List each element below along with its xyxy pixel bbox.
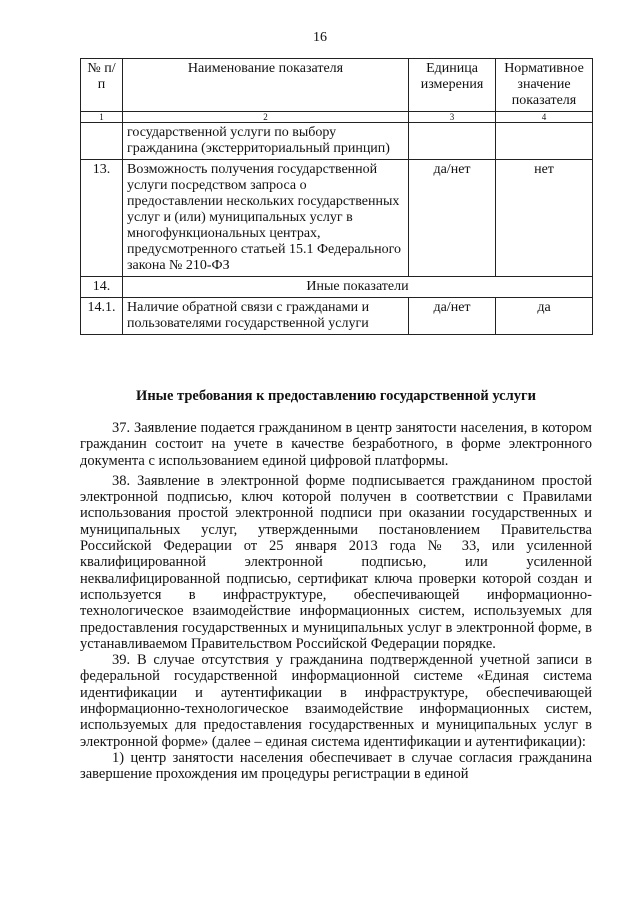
row-num <box>81 123 123 160</box>
column-number: 3 <box>409 112 496 123</box>
header-num: № п/п <box>81 59 123 112</box>
indicators-table <box>80 58 593 335</box>
row-norm: нет <box>496 160 593 277</box>
table-header-row <box>81 59 593 112</box>
table-row <box>81 298 593 335</box>
row-name: государственной услуги по выбору гражданина (экстерриториальный принцип) <box>123 123 409 160</box>
header-norm: Нормативное значение показателя <box>496 59 593 112</box>
header-unit: Единица измерения <box>409 59 496 112</box>
row-num: 14. <box>81 277 123 298</box>
row-unit: да/нет <box>409 298 496 335</box>
table-row <box>81 160 593 277</box>
column-number: 1 <box>81 112 123 123</box>
column-numbers-row <box>81 112 593 123</box>
paragraph-39-item-1: 1) центр занятости населения обеспечивает в случае согласия гражданина завершение прохождения им процедуры регистрации в единой <box>80 749 592 783</box>
table-section-row <box>81 277 593 298</box>
row-unit <box>409 123 496 160</box>
table-row <box>81 123 593 160</box>
page-number: 16 <box>313 30 327 45</box>
row-name: Возможность получения государственной услуги посредством запроса о предоставлении нескольких государственных услуг и (или) муниципальных услуг в многофункциональных центрах, предусмотренного статьей 15.1 Федерального закона № 210-ФЗ <box>123 160 409 277</box>
body-text <box>80 420 592 783</box>
paragraph-38: 38. Заявление в электронной форме подписывается гражданином простой электронной подписью, ключ которой получен в соответствии с Правилами использования простой электронной подписи при оказании государственных и муниципальных услуг, утвержденными постановлением Правительства Российской Федерации от 25 января 2013 года № 33, или усиленной квалифицированной электронной подписью, или усиленной неквалифицированной подписью, сертификат ключа проверки которой создан и используется в инфраструктуре, обеспечивающей информационно-технологическое взаимодействие информационных систем, используемых для предоставления государственных и муниципальных услуг в электронной форме, в устанавливаемом Правительством Российской Федерации порядке. <box>80 472 592 652</box>
row-norm <box>496 123 593 160</box>
column-number: 2 <box>123 112 409 123</box>
paragraph-37: 37. Заявление подается гражданином в центр занятости населения, в котором гражданин состоит на учете в качестве безработного, в форме электронного документа с использованием единой цифровой платформы. <box>80 420 592 469</box>
header-name: Наименование показателя <box>123 59 409 112</box>
paragraph-39: 39. В случае отсутствия у гражданина подтвержденной учетной записи в федеральной государственной информационной системе «Единая система идентификации и аутентификации в инфраструктуре, обеспечивающей информационно-технологическое взаимодействие информационных систем, используемых для предоставления государственных и муниципальных услуг в электронной форме» (далее – единая система идентификации и аутентификации): <box>80 652 592 750</box>
row-num: 14.1. <box>81 298 123 335</box>
row-norm: да <box>496 298 593 335</box>
section-title: Иные требования к предоставлению государственной услуги <box>136 388 536 404</box>
row-unit: да/нет <box>409 160 496 277</box>
section-label: Иные показатели <box>123 277 593 298</box>
row-name: Наличие обратной связи с гражданами и пользователями государственной услуги <box>123 298 409 335</box>
row-num: 13. <box>81 160 123 277</box>
column-number: 4 <box>496 112 593 123</box>
